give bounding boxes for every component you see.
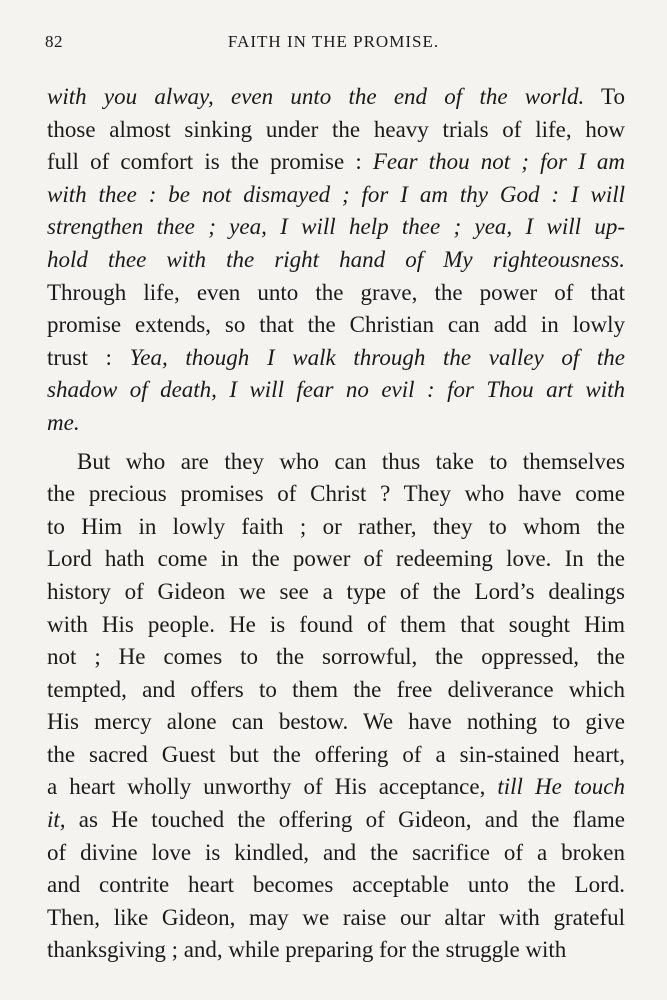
body-text <box>47 81 625 967</box>
text-line <box>47 478 625 511</box>
text-line <box>47 446 625 479</box>
italic-text: Fear thou not ; for I am <box>372 149 625 175</box>
text-line <box>47 179 625 212</box>
italic-text: Yea, though I walk through the valley of the <box>129 344 626 370</box>
text-line <box>47 641 625 674</box>
italic-text: me. <box>47 409 80 435</box>
italic-text: hold thee with the right hand of My righteousness. <box>47 246 625 272</box>
italic-text: it, <box>47 807 66 833</box>
text-line <box>47 609 625 642</box>
text-run: the precious promises of Christ ? They who have come <box>47 481 625 507</box>
text-line <box>47 706 625 739</box>
text-line <box>47 114 625 147</box>
text-run: tempted, and offers to them the free deliverance which <box>47 676 625 702</box>
page-header <box>45 32 622 60</box>
text-line <box>47 407 625 440</box>
text-run: not ; He comes to the sorrowful, the oppressed, the <box>47 644 625 670</box>
text-run: Lord hath come in the power of redeeming love. In the <box>47 546 625 572</box>
text-line <box>47 902 625 935</box>
text-run: trust : <box>47 344 130 370</box>
text-run: with His people. He is found of them that sought Him <box>47 611 625 637</box>
text-line <box>47 837 625 870</box>
text-run: as He touched the offering of Gideon, and the flame <box>65 807 625 833</box>
paragraph-2 <box>47 446 625 968</box>
text-run: the sacred Guest but the offering of a sin-stained heart, <box>47 741 625 767</box>
text-run: His mercy alone can bestow. We have nothing to give <box>47 709 625 735</box>
text-run: those almost sinking under the heavy trials of life, how <box>47 116 625 142</box>
text-line <box>47 309 625 342</box>
text-line <box>47 374 625 407</box>
text-line <box>47 869 625 902</box>
text-run: Through life, even unto the grave, the power of that <box>47 279 625 305</box>
text-line <box>47 211 625 244</box>
text-line <box>47 543 625 576</box>
text-line <box>47 342 625 375</box>
text-line <box>47 576 625 609</box>
text-run: Then, like Gideon, may we raise our altar with grateful <box>47 904 625 930</box>
text-line <box>47 146 625 179</box>
text-run: history of Gideon we see a type of the Lord’s dealings <box>47 578 625 604</box>
text-run: To <box>584 84 625 109</box>
text-run: thanksgiving ; and, while preparing for the struggle with <box>47 937 567 963</box>
text-line <box>47 739 625 772</box>
italic-text: with thee : be not dismayed ; for I am thy God : I will <box>47 181 625 207</box>
text-run: and contrite heart becomes acceptable unto the Lord. <box>47 872 625 898</box>
text-line <box>47 244 625 277</box>
text-run: full of comfort is the promise : <box>47 149 373 175</box>
text-line <box>47 81 625 114</box>
text-line <box>47 511 625 544</box>
text-run: promise extends, so that the Christian can add in lowly <box>47 312 625 338</box>
text-line <box>47 674 625 707</box>
italic-text: shadow of death, I will fear no evil : for Thou art with <box>47 377 625 403</box>
italic-text: till He touch <box>497 774 625 800</box>
text-run: to Him in lowly faith ; or rather, they to whom the <box>47 513 625 539</box>
paragraph-1 <box>47 81 625 440</box>
text-run: of divine love is kindled, and the sacrifice of a broken <box>47 839 625 865</box>
italic-text: strengthen thee ; yea, I will help thee ; yea, I will up- <box>47 214 625 240</box>
text-line <box>47 277 625 310</box>
text-line <box>47 934 625 967</box>
page-number: 82 <box>45 32 63 51</box>
text-run: a heart wholly unworthy of His acceptance, <box>47 774 498 800</box>
text-run: But who are they who can thus take to themselves <box>77 448 625 474</box>
text-line <box>47 804 625 837</box>
running-title: FAITH IN THE PROMISE. <box>227 32 440 51</box>
text-line <box>47 771 625 804</box>
italic-text: with you alway, even unto the end of the world. <box>47 84 585 109</box>
